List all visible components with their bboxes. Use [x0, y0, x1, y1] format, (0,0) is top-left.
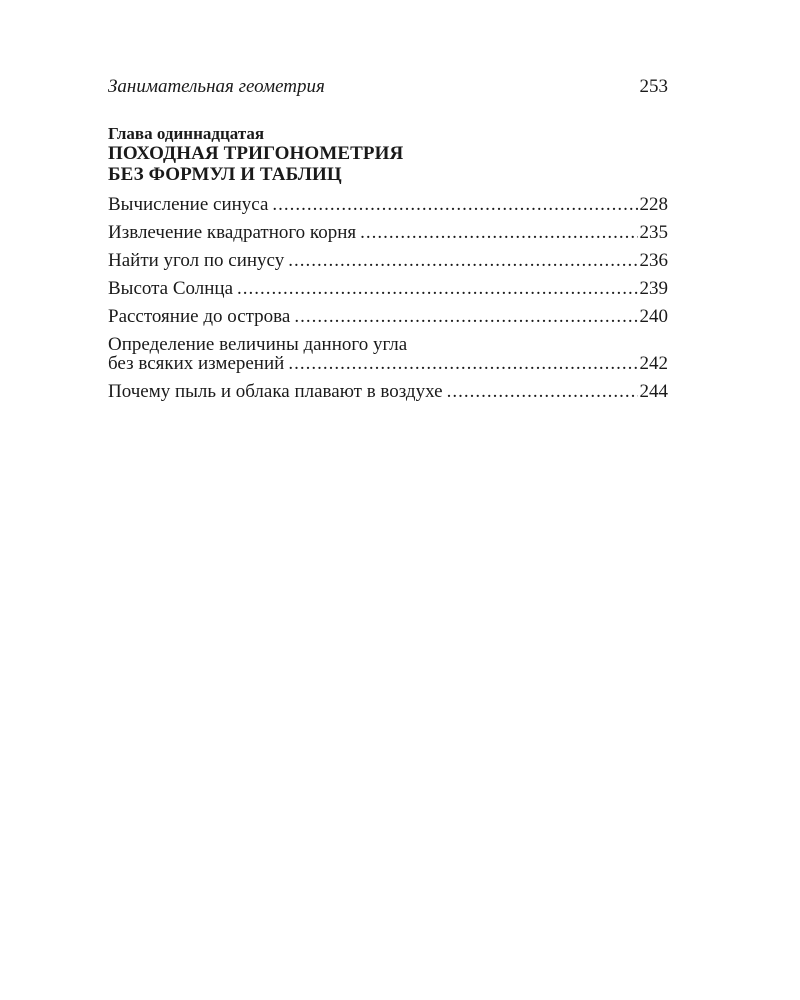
toc-entry — [108, 307, 668, 326]
page-number: 253 — [639, 76, 668, 97]
toc-entry-title: Найти угол по синусу — [108, 250, 285, 271]
toc-leader-dots — [237, 279, 637, 298]
toc-leader-dots — [288, 354, 637, 373]
chapter-heading — [108, 125, 668, 185]
running-title: Занимательная геометрия — [108, 76, 325, 97]
toc-entry-title: Почему пыль и облака плавают в воздухе — [108, 381, 443, 402]
toc-entry — [108, 279, 668, 298]
toc-entry-page: 244 — [639, 381, 668, 402]
toc-entry — [108, 223, 668, 242]
toc-entry-page: 228 — [639, 194, 668, 215]
toc-entry-title-line-2: без всяких измерений — [108, 353, 285, 374]
toc-entry — [108, 335, 668, 373]
toc-entry-title: Вычисление синуса — [108, 194, 269, 215]
toc-leader-dots — [288, 251, 637, 270]
toc-leader-dots — [360, 223, 637, 242]
toc-leader-dots — [294, 307, 637, 326]
toc-entry-title: Извлечение квадратного корня — [108, 222, 357, 243]
chapter-title-line-2: БЕЗ ФОРМУЛ И ТАБЛИЦ — [108, 164, 342, 185]
toc-entry-page: 239 — [639, 278, 668, 299]
toc-entry-page: 240 — [639, 306, 668, 327]
toc-leader-dots — [272, 195, 637, 214]
chapter-label: Глава одиннадцатая — [108, 124, 265, 143]
toc-entry — [108, 195, 668, 214]
toc-entry-page: 242 — [639, 353, 668, 374]
toc-entry-title: Высота Солнца — [108, 278, 234, 299]
chapter-title-line-1: ПОХОДНАЯ ТРИГОНОМЕТРИЯ — [108, 143, 404, 164]
toc-entry — [108, 251, 668, 270]
toc-entry-page: 236 — [639, 250, 668, 271]
book-page — [108, 76, 668, 410]
toc-entry-title-line-1: Определение величины данного угла — [108, 334, 408, 355]
toc-leader-dots — [447, 382, 638, 401]
running-head — [108, 76, 668, 98]
toc-entry-title: Расстояние до острова — [108, 306, 291, 327]
table-of-contents — [108, 195, 668, 401]
toc-entry-page: 235 — [639, 222, 668, 243]
toc-entry — [108, 382, 668, 401]
